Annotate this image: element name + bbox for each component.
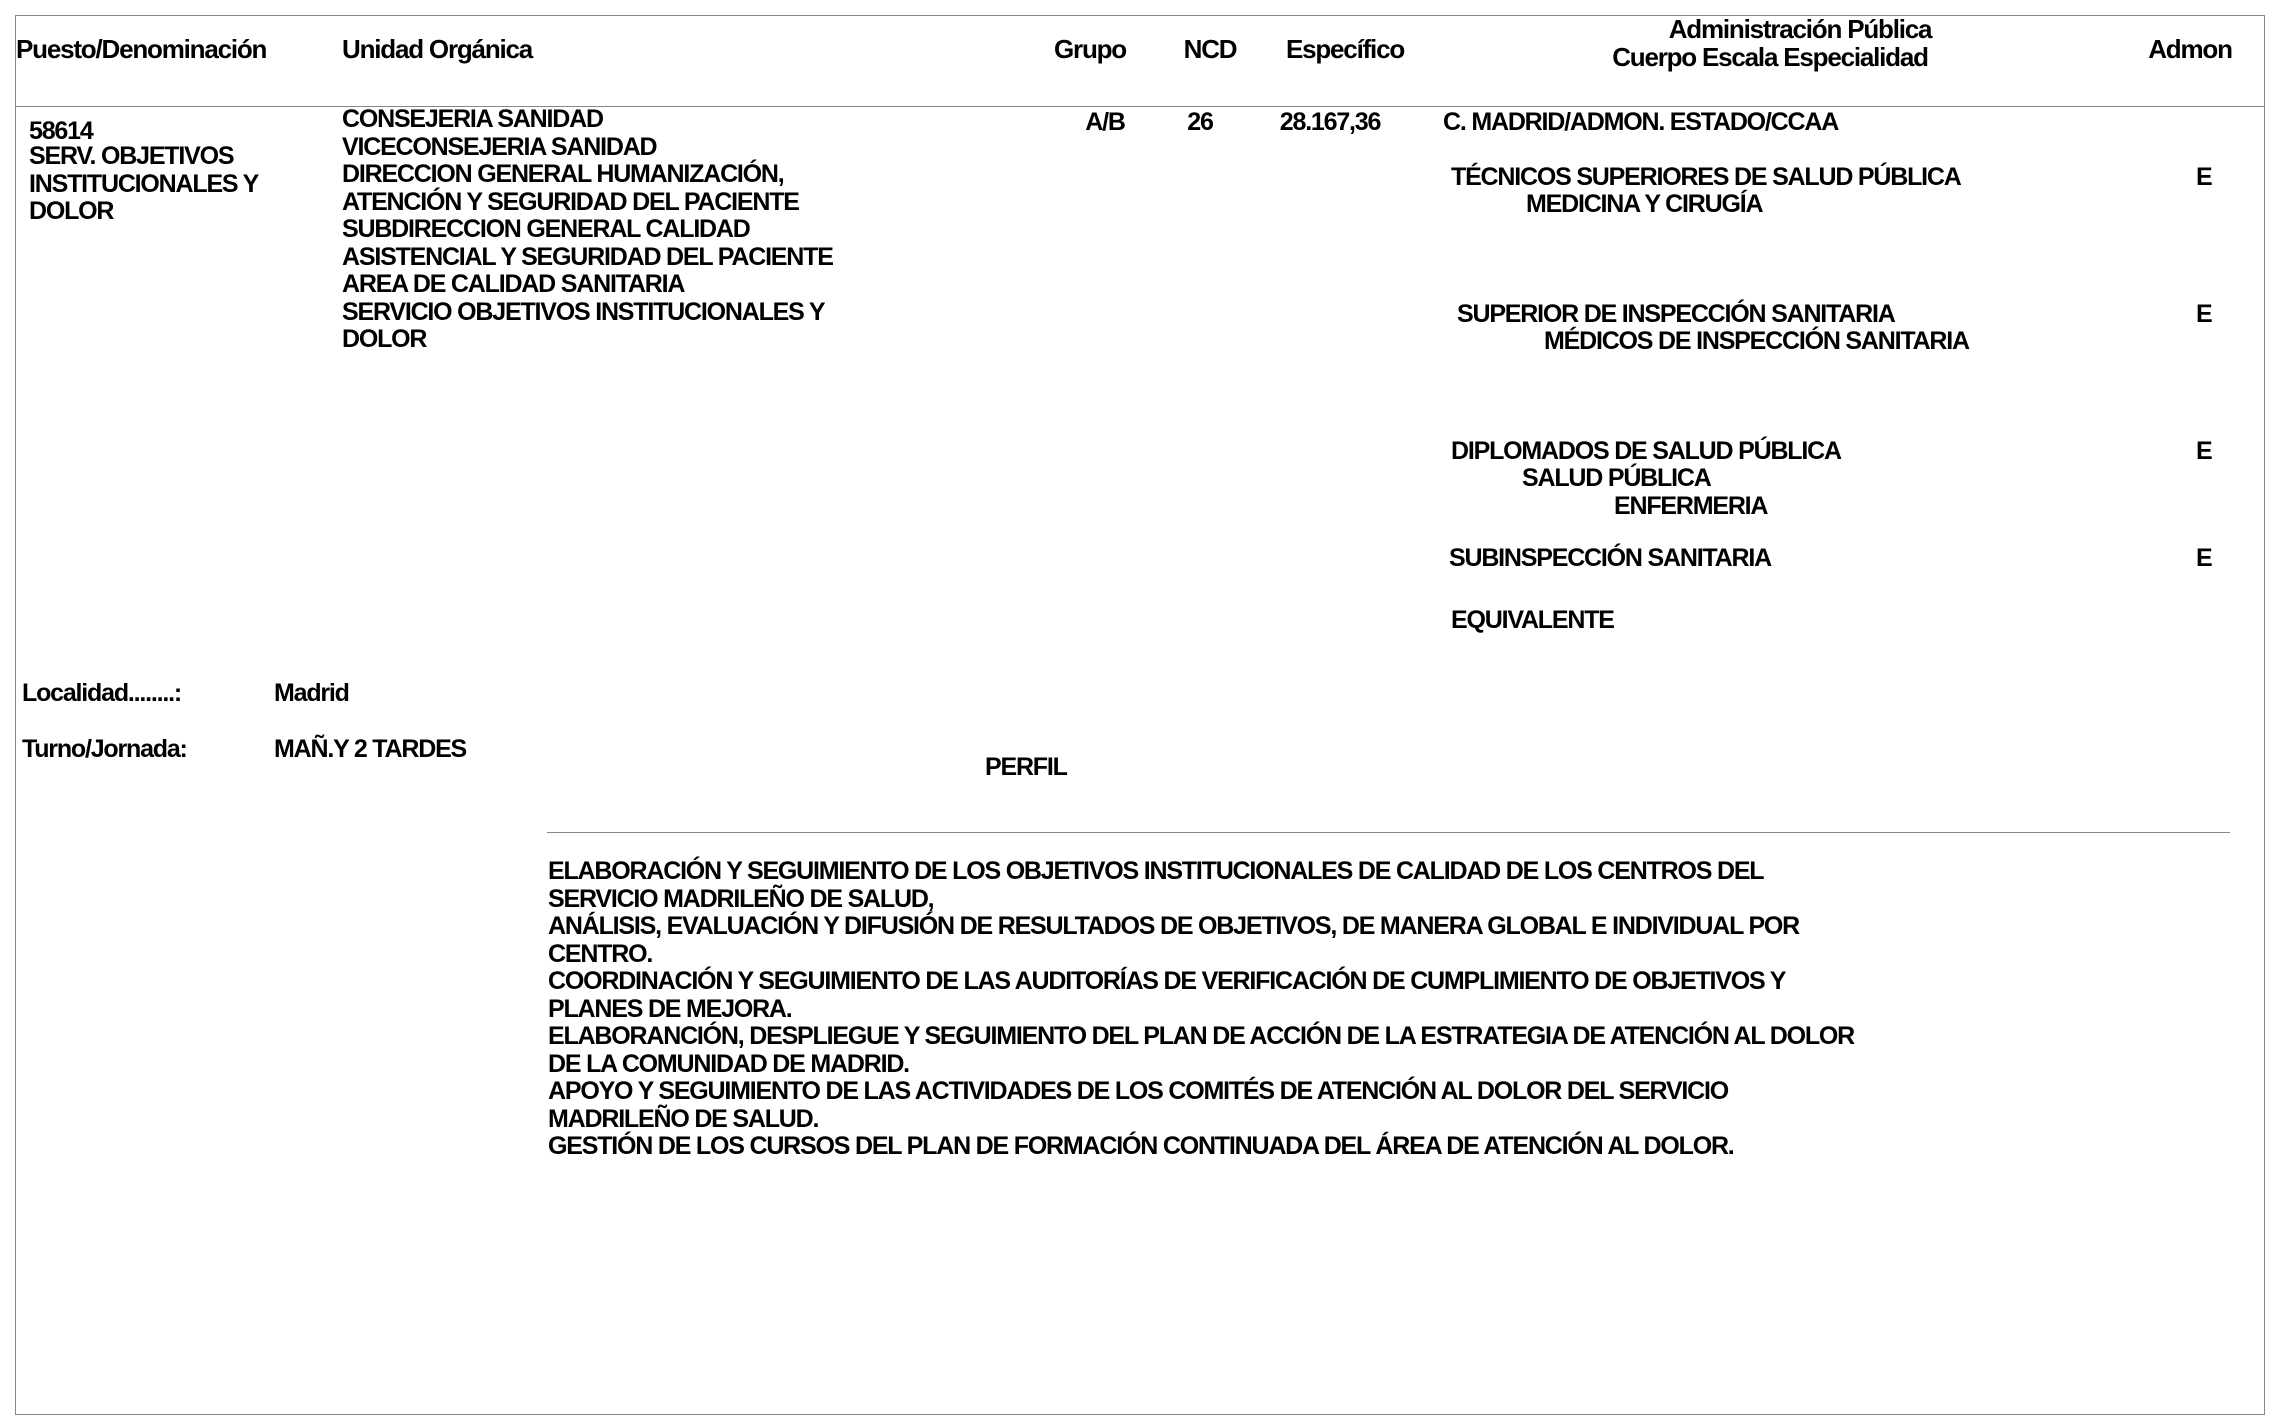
denominacion-line: DOLOR — [29, 197, 114, 225]
especifico-value: 28.167,36 — [1279, 108, 1381, 136]
header-puesto: Puesto/Denominación — [16, 34, 267, 64]
perfil-line: ELABORANCIÓN, DESPLIEGUE Y SEGUIMIENTO DEL PLAN DE ACCIÓN DE LA ESTRATEGIA DE ATENCIÓN AL DOLOR — [548, 1022, 1855, 1050]
unidad-line: ATENCIÓN Y SEGURIDAD DEL PACIENTE — [342, 187, 799, 216]
admon-3: E — [2196, 437, 2212, 465]
unidad-line: ASISTENCIAL Y SEGURIDAD DEL PACIENTE — [342, 242, 833, 271]
perfil-divider — [547, 832, 2230, 833]
puesto-codigo: 58614 — [29, 117, 93, 145]
unidad-organica — [342, 106, 833, 354]
localidad-value: Madrid — [274, 679, 349, 707]
header-admon: Admon — [2148, 34, 2232, 64]
header-especifico: Específico — [1285, 34, 1405, 64]
perfil-line: CENTRO. — [548, 939, 653, 968]
perfil-line: APOYO Y SEGUIMIENTO DE LAS ACTIVIDADES DE LOS COMITÉS DE ATENCIÓN AL DOLOR DEL SERVICIO — [548, 1077, 1729, 1105]
header-grupo: Grupo — [1054, 34, 1126, 64]
unidad-line: CONSEJERIA SANIDAD — [342, 105, 603, 133]
cuerpo-2: SUPERIOR DE INSPECCIÓN SANITARIA — [1457, 300, 1895, 328]
perfil-line: PLANES DE MEJORA. — [548, 994, 792, 1023]
unidad-line: VICECONSEJERIA SANIDAD — [342, 132, 657, 161]
perfil-line: SERVICIO MADRILEÑO DE SALUD, — [548, 884, 934, 913]
perfil-line: DE LA COMUNIDAD DE MADRID. — [548, 1049, 909, 1078]
header-administracion-line1: Administración Pública — [1668, 14, 1932, 44]
turno-label: Turno/Jornada: — [22, 735, 187, 763]
cuerpo-4: SUBINSPECCIÓN SANITARIA — [1449, 544, 1771, 572]
unidad-line: SUBDIRECCION GENERAL CALIDAD — [342, 215, 750, 243]
perfil-title: PERFIL — [985, 753, 1067, 781]
puesto-denominacion — [29, 143, 258, 226]
especialidad-1: MEDICINA Y CIRUGÍA — [1526, 190, 1763, 218]
admon-1: E — [2196, 163, 2212, 191]
unidad-line: DIRECCION GENERAL HUMANIZACIÓN, — [342, 160, 784, 188]
cuerpo-1: TÉCNICOS SUPERIORES DE SALUD PÚBLICA — [1451, 163, 1961, 191]
perfil-text — [548, 858, 1854, 1161]
turno-value: MAÑ.Y 2 TARDES — [274, 735, 467, 763]
administracion-value: C. MADRID/ADMON. ESTADO/CCAA — [1443, 108, 1839, 136]
cuerpo-3: DIPLOMADOS DE SALUD PÚBLICA — [1451, 437, 1841, 465]
perfil-line: COORDINACIÓN Y SEGUIMIENTO DE LAS AUDITORÍAS DE VERIFICACIÓN DE CUMPLIMIENTO DE OBJETIVOS Y — [548, 967, 1786, 995]
escala-3: SALUD PÚBLICA — [1522, 464, 1711, 492]
especialidad-2: MÉDICOS DE INSPECCIÓN SANITARIA — [1544, 327, 1969, 355]
perfil-line: ELABORACIÓN Y SEGUIMIENTO DE LOS OBJETIVOS INSTITUCIONALES DE CALIDAD DE LOS CENTROS DEL — [548, 857, 1764, 885]
perfil-line: ANÁLISIS, EVALUACIÓN Y DIFUSIÓN DE RESULTADOS DE OBJETIVOS, DE MANERA GLOBAL E INDIVIDUAL POR — [548, 912, 1800, 940]
denominacion-line: SERV. OBJETIVOS — [29, 142, 234, 170]
cuerpo-5: EQUIVALENTE — [1451, 606, 1614, 634]
perfil-line: GESTIÓN DE LOS CURSOS DEL PLAN DE FORMACIÓN CONTINUADA DEL ÁREA DE ATENCIÓN AL DOLOR. — [548, 1132, 1734, 1160]
unidad-line: SERVICIO OBJETIVOS INSTITUCIONALES Y — [342, 297, 825, 326]
admon-4: E — [2196, 544, 2212, 572]
perfil-line: MADRILEÑO DE SALUD. — [548, 1104, 819, 1133]
header-unidad-organica: Unidad Orgánica — [342, 34, 533, 64]
grupo-value: A/B — [1085, 108, 1125, 136]
especialidad-3: ENFERMERIA — [1614, 492, 1768, 520]
admon-2: E — [2196, 300, 2212, 328]
ncd-value: 26 — [1187, 108, 1213, 136]
denominacion-line: INSTITUCIONALES Y — [29, 169, 259, 198]
header-ncd: NCD — [1183, 34, 1237, 64]
unidad-line: AREA DE CALIDAD SANITARIA — [342, 270, 685, 298]
header-administracion-line2: Cuerpo Escala Especialidad — [1612, 42, 1928, 72]
unidad-line: DOLOR — [342, 325, 427, 353]
localidad-label: Localidad........: — [22, 679, 181, 707]
